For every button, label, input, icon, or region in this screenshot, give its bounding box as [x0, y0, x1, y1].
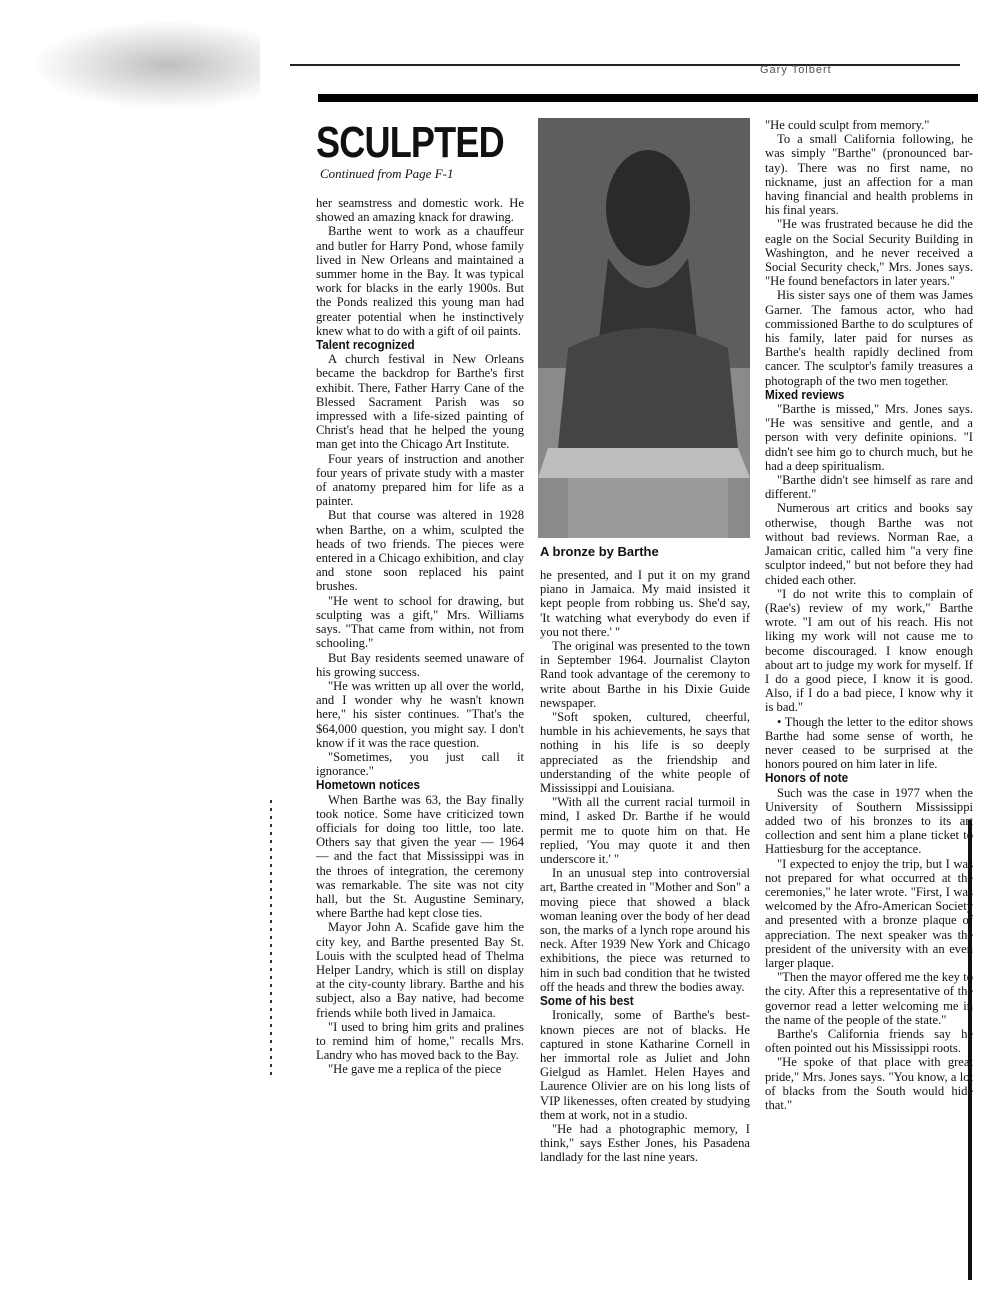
- paragraph: Numerous art critics and books say otherwise, though Barthe was not without bad reviews. Norman Rae, a Jamaican critic, called him "a very fine sculptor indeed," but not before they had chided each other.: [765, 501, 973, 587]
- paragraph: "Barthe is missed," Mrs. Jones says. "He was sensitive and gentle, and a person with very definite opinions. "I didn't see him go to church much, but he had a deep spiritualism.: [765, 402, 973, 473]
- top-rule: [290, 64, 960, 66]
- scan-speckle: [30, 20, 260, 110]
- paragraph: "Sometimes, you just call it ignorance.": [316, 749, 524, 779]
- paragraph: The original was presented to the town in September 1964. Journalist Clayton Rand took advantage of the ceremony to write about Barthe in his Dixie Guide newspaper.: [540, 639, 750, 710]
- paragraph: Mayor John A. Scafide gave him the city key, and Barthe presented Bay St. Louis with the sculpted head of Thelma Helper Landry, which is still on display at the city-county library. Barthe and his subject, also a Bay native, had become friends while both lived in Jamaica.: [316, 920, 524, 1020]
- paragraph: "With all the current racial turmoil in mind, I asked Dr. Barthe if he would permit me to quote him on that. He replied, 'You may quote it and then underscore it.' ": [540, 795, 750, 867]
- photo-caption: A bronze by Barthe: [540, 544, 659, 559]
- paragraph: "He gave me a replica of the piece: [328, 1062, 502, 1077]
- paragraph: her seamstress and domestic work. He showed an amazing knack for drawing.: [316, 196, 524, 225]
- section-heading: Hometown notices: [316, 777, 421, 793]
- paragraph: "He could sculpt from memory.": [765, 118, 930, 132]
- paragraph: "He was written up all over the world, and I wonder why he wasn't known here," his sister continues. "That's the $64,000 question, you might say. I don't know if it was the race question.: [316, 678, 524, 750]
- paragraph: he presented, and I put it on my grand piano in Jamaica. My maid insisted it kept people from robbing us. She'd say, 'It watching what everybody do even if you not there.' ": [540, 568, 750, 639]
- column-3: [765, 118, 973, 1112]
- paragraph: A church festival in New Orleans became the backdrop for Barthe's first exhibit. There, Father Harry Cane of the Blessed Sacrament Parish was so impressed with a life-sized painting of Christ's head that he helped the young man get into the Chicago Art Institute.: [316, 352, 524, 452]
- paragraph: "I expected to enjoy the trip, but I was not prepared for what occurred at the ceremonies," he later wrote. "First, I was welcomed by the Afro-American Society and presented with a bronze plaque of appreciation. The next speaker was the president of the university with an even larger plaque.: [765, 856, 973, 970]
- section-heading: Some of his best: [540, 993, 634, 1009]
- paragraph: In an unusual step into controversial art, Barthe created in "Mother and Son" a moving piece that showed a black woman leaning over the body of her dead son, the marks of a lynch rope around his neck. After 1939 New York and Chicago exhibitions, the piece was returned to him in such bad condition that he twisted off the heads and threw the bodies away.: [540, 866, 750, 994]
- masthead-faded-text: Gary Tolbert: [760, 64, 832, 76]
- header-bar: [318, 94, 978, 102]
- paragraph: Barthe's California friends say he often pointed out his Mississippi roots.: [765, 1027, 973, 1056]
- paragraph: "He spoke of that place with great pride," Mrs. Jones says. "You know, a lot of blacks from the South would hide that.": [765, 1055, 973, 1113]
- section-heading: Honors of note: [765, 770, 849, 786]
- margin-marks: [270, 800, 272, 1080]
- paragraph: Four years of instruction and another four years of private study with a master of anatomy prepared him for life as a painter.: [316, 451, 524, 509]
- paragraph: "He was frustrated because he did the eagle on the Social Security Building in Washington, and he never received a Social Security check," Mrs. Jones says. "He found benefactors in later years.": [765, 217, 973, 289]
- column-1: [316, 196, 524, 1077]
- paragraph: But Bay residents seemed unaware of his growing success.: [316, 650, 524, 679]
- bust-illustration: [538, 118, 750, 538]
- headline: SCULPTED: [316, 118, 504, 167]
- paragraph: Such was the case in 1977 when the University of Southern Mississippi added two of his bronzes to its art collection and sent him a plane ticket to Hattiesburg for the acceptance.: [765, 785, 973, 857]
- section-heading: Talent recognized: [316, 337, 415, 353]
- paragraph: "I do not write this to complain of (Rae's) review of my work," Barthe wrote. "I am out of his reach. His not liking my work will not cause me to become discouraged. I know enough about art to judge my work for myself. If I do a good piece, I know it is good. Also, if I do a bad piece, I know why it is bad.": [765, 586, 973, 715]
- paragraph: His sister says one of them was James Garner. The famous actor, who had commissioned Barthe to do sculptures of his family, later paid for nurses as Barthe's health rapidly declined from cancer. The sculptor's family treasures a photograph of the two men together.: [765, 288, 973, 388]
- bronze-bust-photo: [538, 118, 750, 538]
- column-2: [540, 568, 750, 1165]
- paragraph: When Barthe was 63, the Bay finally took notice. Some have criticized town officials for doing too little, too late. Others say that given the year — 1964 — and the fact that Mississippi was in the throes of integration, the ceremony was remarkable. The site was not city hall, but the St. Augustine Seminary, where Barthe had kept close ties.: [316, 792, 524, 921]
- paragraph: "I used to bring him grits and pralines to remind him of home," recalls Mrs. Landry who has moved back to the Bay.: [316, 1019, 524, 1063]
- paragraph: Ironically, some of Barthe's best-known pieces are not of blacks. He captured in stone Katharine Cornell in her immortal role as Juliet and John Gielgud as Hamlet. Helen Hayes and Laurence Olivier are on his long lists of VIP likenesses, often created by studying them at work, not in a studio.: [540, 1008, 750, 1122]
- paragraph: Barthe went to work as a chauffeur and butler for Harry Pond, whose family lived in New Orleans and maintained a summer home in the Bay. It was typical work for blacks in the early 1900s. But the Ponds realized this young man had greater potential when he instinctively knew what to do with a gift of oil paints.: [316, 224, 524, 338]
- paragraph: "Barthe didn't see himself as rare and different.": [765, 473, 973, 502]
- paragraph: But that course was altered in 1928 when Barthe, on a whim, sculpted the heads of two friends. The pieces were entered in a Chicago exhibition, and clay and stone soon replaced his paint brushes.: [316, 508, 524, 594]
- paragraph: • Though the letter to the editor shows Barthe had some sense of worth, he never ceased to be surprised at the honors poured on him later in life.: [765, 714, 973, 772]
- paragraph: "He had a photographic memory, I think," says Esther Jones, his Pasadena landlady for the last nine years.: [540, 1121, 750, 1165]
- section-heading: Mixed reviews: [765, 386, 845, 402]
- paragraph: "Then the mayor offered me the key to the city. After this a representative of the governor read a letter welcoming me in the name of the people of the state.": [765, 970, 973, 1027]
- paragraph: To a small California following, he was simply "Barthe" (pronounced bar-tay). There was no first name, no nickname, just an affection for a man having financial and health problems in his final years.: [765, 132, 973, 218]
- continued-line: Continued from Page F-1: [320, 166, 454, 181]
- paragraph: "He went to school for drawing, but sculpting was a gift," Mrs. Williams says. "That came from within, not from schooling.": [316, 593, 524, 651]
- paragraph: "Soft spoken, cultured, cheerful, humble in his achievements, he says that nothing in his life is so deeply appreciated as the friendship and understanding of the white people of Mississippi and Louisiana.: [540, 710, 750, 796]
